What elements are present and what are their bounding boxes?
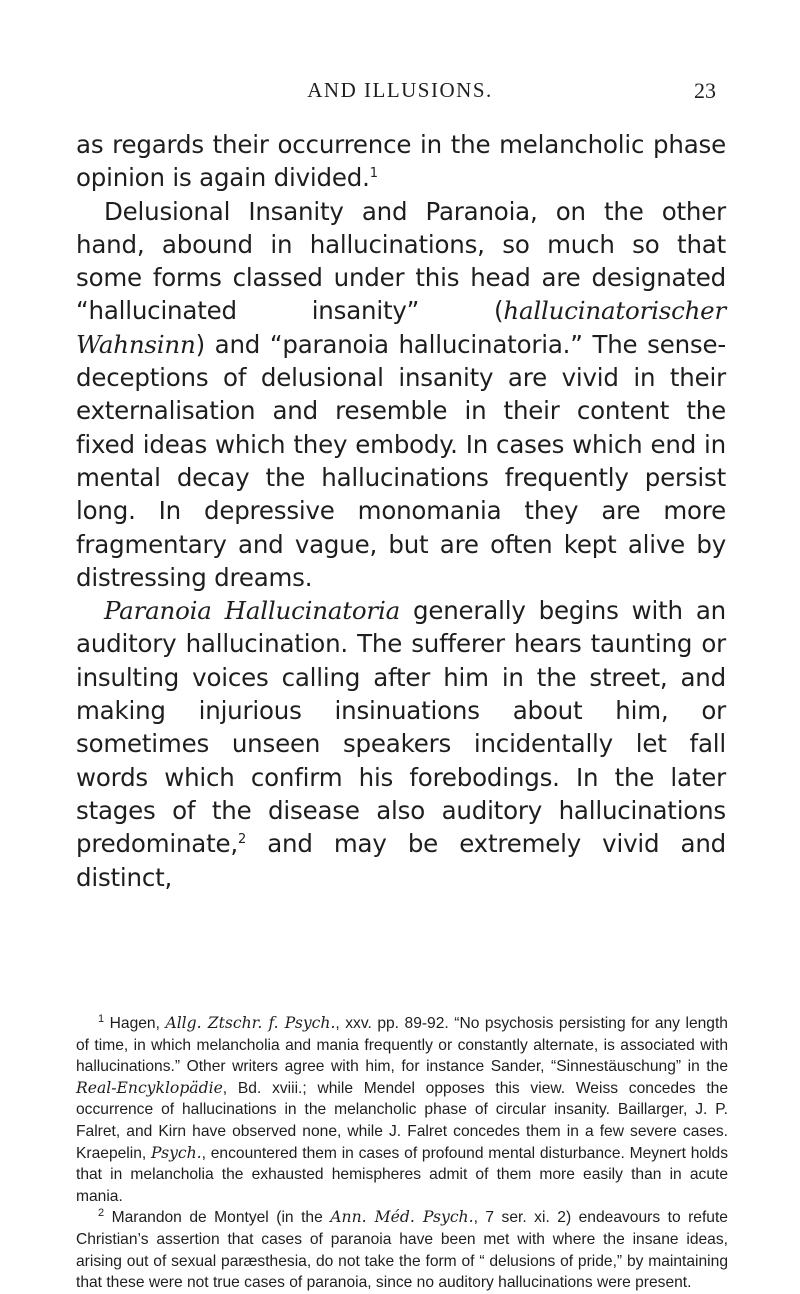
paragraph-3 xyxy=(76,594,726,894)
footnote-1-text-b: , xxv. pp. 89-92. “No psychosis persisting for any length of time, in which melancholia and mania frequently or constantly alternate, is associated with hallucinations.” Other writers agree with him, for instance Sander, “Sinnestäuschung” in the xyxy=(76,1015,728,1076)
paragraph-2-text-b: ) and “paranoia hallucinatoria.” The sense-deceptions of delusional insanity are vivid in their externalisation and resemble in their content the fixed ideas which they embody. In cases which end in mental decay the hallucinations frequently persist long. In depressive monomania they are more fragmentary and vague, but are often kept alive by distressing dreams. xyxy=(76,329,726,592)
footnote-1 xyxy=(76,1013,728,1207)
footnote-1-text-c: , Bd. xviii.; while Mendel opposes this view. Weiss concedes the occurrence of hallucinations in the melancholic phase of circular insanity. Baillarger, J. P. Falret, and Kirn have observed none, while J. Falret concedes them in a few severe cases. Kraepelin, xyxy=(76,1079,728,1162)
footnote-1-citation-2: Real-Encyklopädie xyxy=(76,1078,223,1097)
footnote-2 xyxy=(76,1207,728,1293)
paragraph-3-italic-term: Paranoia Hallucinatoria xyxy=(104,596,400,626)
paragraph-2-text-a: Delusional Insanity and Paranoia, on the other hand, abound in hallucinations, so much so that some forms classed under this head are designated “hallucinated insanity” ( xyxy=(76,196,726,326)
footnote-2-mark: 2 xyxy=(98,1207,105,1220)
footnote-1-citation-3: Psych. xyxy=(151,1143,202,1162)
footnote-1-text-a: Hagen, xyxy=(104,1015,166,1032)
footnote-1-citation-1: Allg. Ztschr. f. Psych. xyxy=(165,1014,336,1032)
paragraph-1 xyxy=(76,128,726,195)
footnote-2-text-a: Marandon de Montyel (in the xyxy=(104,1209,331,1227)
footnote-1-mark: 1 xyxy=(98,1012,105,1025)
paragraph-3-text-a: generally begins with an auditory hallucination. The sufferer hears taunting or insulting voices calling after him in the street, and making injurious insinuations about him, or sometimes unseen speakers incidentally let fall words which confirm his forebodings. In the later stages of the disease also auditory hallucinations predominate, xyxy=(76,596,726,859)
footnotes xyxy=(76,1013,728,1294)
footnote-2-text-b: , 7 ser. xi. 2) endeavours to refute Christian’s assertion that cases of paranoia have been met with where the insane ideas, arising out of sexual paræsthesia, do not take the form of “ delusions of pride,” by maintaining that these were not true cases of paranoia, since no auditory hallucinations were present. xyxy=(76,1209,728,1292)
paragraph-2 xyxy=(76,195,726,595)
footnote-2-citation-1: Ann. Méd. Psych. xyxy=(330,1208,474,1227)
page-number: 23 xyxy=(694,78,716,103)
page-header xyxy=(0,78,800,108)
footnote-ref-2: 2 xyxy=(237,832,247,848)
paragraph-2-italic-term: hallucinatorischer Wahnsinn xyxy=(76,296,726,359)
paragraph-3-text-b: and may be extremely vivid and distinct, xyxy=(76,829,726,892)
running-head: AND ILLUSIONS. xyxy=(307,78,493,102)
paragraph-1-text: as regards their occurrence in the melancholic phase opinion is again divided. xyxy=(76,130,726,193)
footnote-1-text-d: , encountered them in cases of profound mental disturbance. Meynert holds that in melancholia the exhausted hemispheres admit of them more easily than in acute mania. xyxy=(76,1144,728,1205)
footnote-ref-1: 1 xyxy=(369,166,378,182)
main-text xyxy=(76,128,726,894)
